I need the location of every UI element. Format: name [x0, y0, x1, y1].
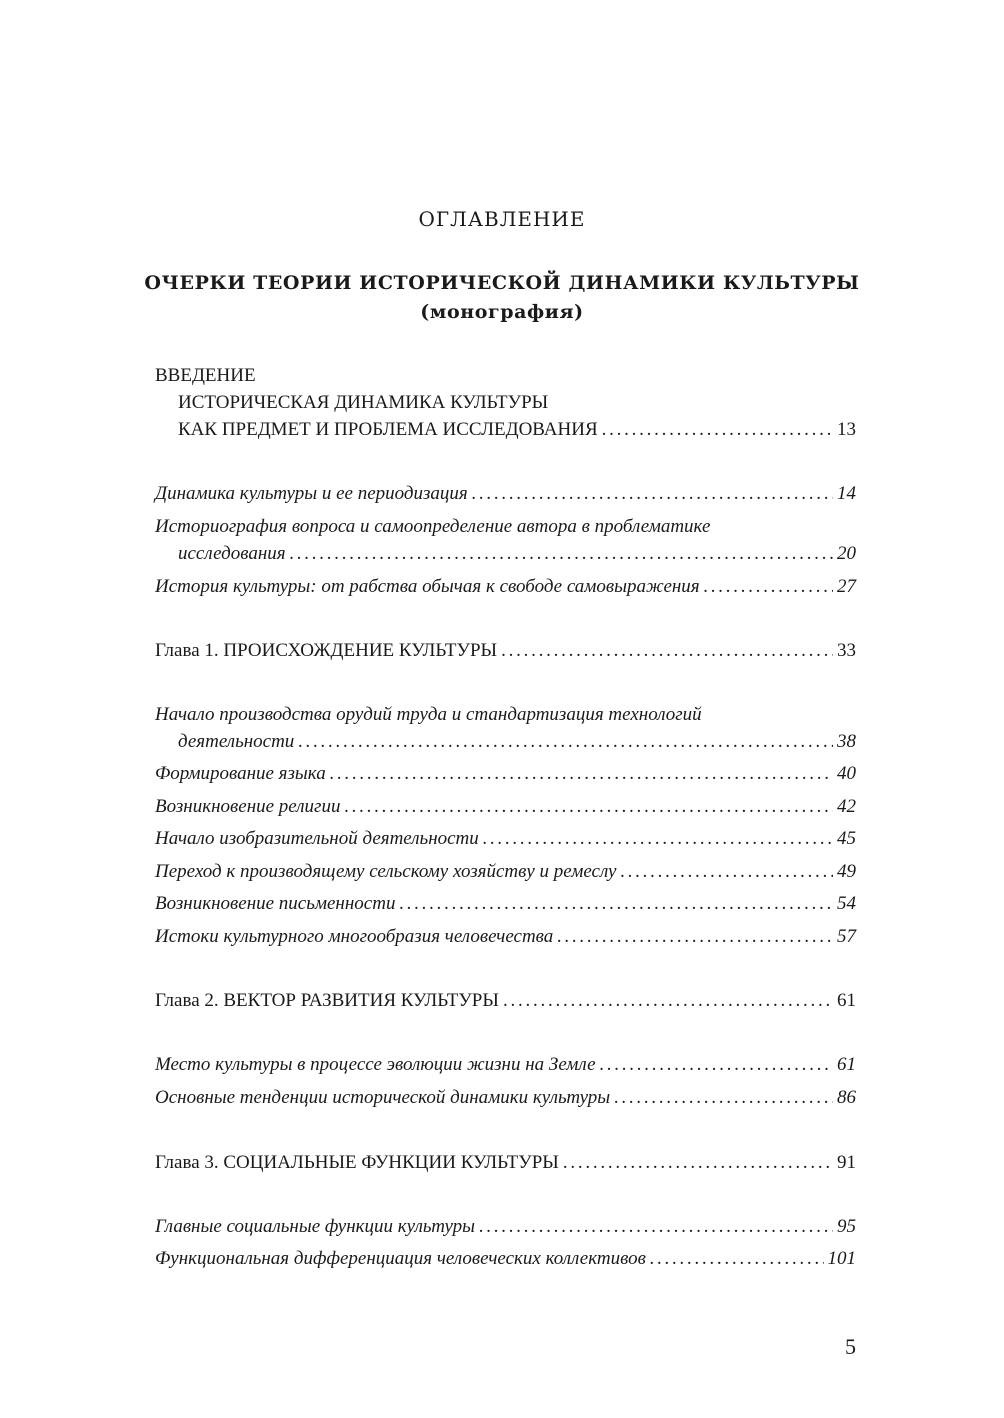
toc-entry-page: 38 [837, 731, 856, 752]
toc-entry-title: Место культуры в процессе эволюции жизни на Земле [155, 1054, 596, 1075]
leader-dots [563, 1152, 833, 1174]
leader-dots [620, 861, 833, 883]
toc-entry-title: Возникновение религии [155, 796, 341, 817]
toc-entry-page: 45 [837, 828, 856, 849]
toc-entry-title: История культуры: от рабства обычая к свободе самовыражения [155, 576, 700, 597]
toc-entry[interactable] [155, 893, 856, 921]
leader-dots [344, 796, 833, 818]
toc-entry-page: 20 [837, 543, 856, 564]
toc-entry-page: 95 [837, 1216, 856, 1237]
toc-entry-page: 27 [837, 576, 856, 597]
leader-dots [602, 419, 833, 441]
toc-entry[interactable] [155, 861, 856, 889]
toc-entry-title: Переход к производящему сельскому хозяйству и ремеслу [155, 861, 617, 882]
toc-entry[interactable] [155, 1054, 856, 1082]
leader-dots [330, 763, 833, 785]
toc-entry[interactable] [155, 796, 856, 824]
toc-entry-title: деятельности [178, 731, 295, 752]
book-title: ОЧЕРКИ ТЕОРИИ ИСТОРИЧЕСКОЙ ДИНАМИКИ КУЛЬТУРЫ [144, 272, 860, 294]
book-subtitle: (монография) [420, 301, 584, 323]
toc-entry-title: Возникновение письменности [155, 893, 396, 914]
toc-entry-page: 91 [837, 1152, 856, 1173]
leader-dots [614, 1087, 833, 1109]
toc-entry[interactable] [155, 576, 856, 604]
toc-entry-page: 61 [837, 1054, 856, 1075]
toc-entry-page: 33 [837, 640, 856, 661]
toc-entry-intro[interactable] [178, 419, 856, 447]
toc-entry-title: Начало изобразительной деятельности [155, 828, 479, 849]
toc-entry-page: 40 [837, 763, 856, 784]
toc-entry-title: Глава 3. СОЦИАЛЬНЫЕ ФУНКЦИИ КУЛЬТУРЫ [155, 1152, 559, 1173]
toc-entry[interactable] [178, 731, 856, 759]
toc-entry-page: 42 [837, 796, 856, 817]
leader-dots [399, 893, 833, 915]
toc-chapter-3[interactable] [155, 1152, 856, 1180]
leader-dots [503, 990, 833, 1012]
leader-dots [704, 576, 833, 598]
toc-entry-title: Главные социальные функции культуры [155, 1216, 476, 1237]
toc-entry-title: Функциональная дифференциация человеческих коллективов [155, 1248, 646, 1269]
leader-dots [290, 543, 833, 565]
toc-entry-page: 61 [837, 990, 856, 1011]
toc-entry[interactable] [155, 828, 856, 856]
toc-chapter-2[interactable] [155, 990, 856, 1018]
toc-entry[interactable] [155, 763, 856, 791]
page-number: 5 [845, 1334, 856, 1359]
toc-entry-title: Основные тенденции исторической динамики культуры [155, 1087, 611, 1108]
leader-dots [483, 828, 833, 850]
toc-entry-title: Динамика культуры и ее периодизация [155, 483, 468, 504]
leader-dots [479, 1216, 833, 1238]
contents-heading: ОГЛАВЛЕНИЕ [418, 207, 586, 231]
toc-entry-page: 57 [837, 926, 856, 947]
intro-label: ВВЕДЕНИЕ [155, 365, 256, 386]
toc-entry-page: 49 [837, 861, 856, 882]
toc-entry[interactable] [178, 543, 856, 571]
toc-entry-title: Истоки культурного многообразия человечества [155, 926, 554, 947]
toc-entry[interactable] [155, 1248, 856, 1276]
toc-entry-page: 86 [837, 1087, 856, 1108]
toc-entry[interactable] [155, 1087, 856, 1115]
toc-entry-title: КАК ПРЕДМЕТ И ПРОБЛЕМА ИССЛЕДОВАНИЯ [178, 419, 598, 440]
toc-entry[interactable] [155, 1216, 856, 1244]
toc-entry-page: 101 [827, 1248, 856, 1269]
toc-entry-title: исследования [178, 543, 286, 564]
toc-entry-page: 13 [837, 419, 856, 440]
leader-dots [472, 483, 833, 505]
toc-entry-title: Глава 1. ПРОИСХОЖДЕНИЕ КУЛЬТУРЫ [155, 640, 498, 661]
toc-entry-title: Формирование языка [155, 763, 326, 784]
leader-dots [501, 640, 833, 662]
toc-entry[interactable] [155, 483, 856, 511]
toc-entry-title-line1: Начало производства орудий труда и стандартизация технологий [155, 704, 702, 725]
toc-entry[interactable] [155, 926, 856, 954]
toc-entry-page: 14 [837, 483, 856, 504]
leader-dots [650, 1248, 824, 1270]
toc-chapter-1[interactable] [155, 640, 856, 668]
leader-dots [298, 731, 833, 753]
toc-entry-page: 54 [837, 893, 856, 914]
toc-entry-title: Глава 2. ВЕКТОР РАЗВИТИЯ КУЛЬТУРЫ [155, 990, 499, 1011]
intro-title-line1: ИСТОРИЧЕСКАЯ ДИНАМИКА КУЛЬТУРЫ [178, 392, 549, 413]
toc-entry-title-line1: Историография вопроса и самоопределение автора в проблематике [155, 516, 711, 537]
leader-dots [557, 926, 833, 948]
leader-dots [600, 1054, 833, 1076]
